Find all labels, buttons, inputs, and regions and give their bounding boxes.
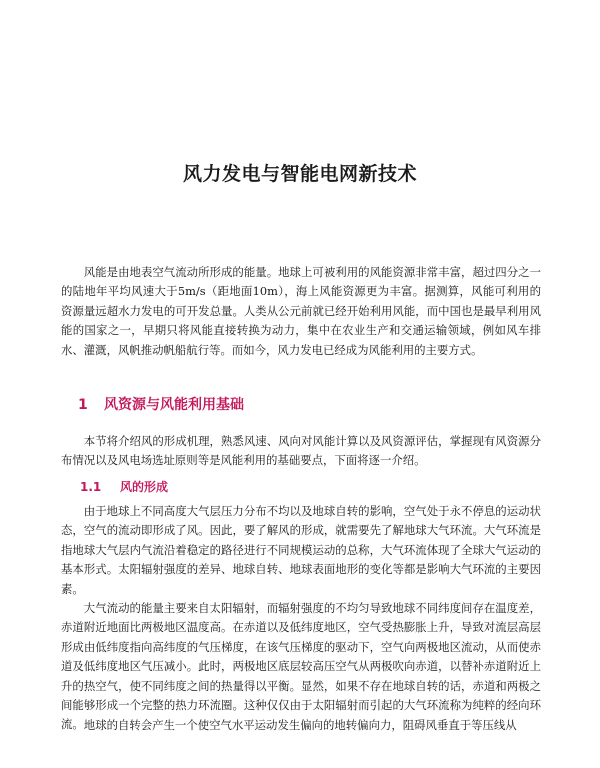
section-1-number: 1 (78, 397, 88, 413)
section-1-intro: 本节将介绍风的形成机理，熟悉风速、风向对风能计算以及风资源评估，掌握现有风资源分布情况以及风电场选址原则等是风能利用的基础要点，下面将逐一介绍。 (61, 434, 541, 468)
body-paragraph: 由于地球上不同高度大气层压力分布不均以及地球自转的影响，空气处于永不停息的运动状态，空气的流动即形成了风。因此，要了解风的形成，就需要先了解地球大气环流。大气环流是指地球大气层内气流沿着稳定的路径进行不同规模运动的总称，大气环流体现了全球大气运动的基本形式。太阳辐射强度的差异、地球自转、地球表面地形的变化等都是影响大气环流的主要因素。 (61, 504, 541, 596)
body-paragraph: 地球的自转会产生一个使空气水平运动发生偏向的地转偏向力，阻碍风垂直于等压线从 (83, 718, 517, 732)
document-title: 风力发电与智能电网新技术 (182, 162, 417, 185)
section-1-1-title: 风的形成 (120, 480, 169, 494)
section-1-title: 风资源与风能利用基础 (104, 397, 244, 413)
section-1-1-number: 1.1 (80, 480, 102, 494)
body-paragraph: 大气流动的能量主要来自太阳辐射，而辐射强度的不均匀导致地球不同纬度间存在温度差，赤道附近地面比两极地区温度高。在赤道以及低纬度地区，空气受热膨胀上升，导致对流层高层形成由低纬度指向高纬度的气压梯度，在该气压梯度的驱动下，空气向两极地区流动，从而使赤道及低纬度地区气压减小。此时，两极地区底层较高压空气从两极吹向赤道，以替补赤道附近上升的热空气，使不同纬度之间的热量得以平衡。显然，如果不存在地球自转的话，赤道和两极之间能够形成一个完整的热力环流圈。这种仅仅由于太阳辐射而引起的大气环流称为纯粹的经向环流。 (61, 601, 541, 732)
intro-paragraph: 风能是由地表空气流动所形成的能量。地球上可被利用的风能资源非常丰富，超过四分之一的陆地年平均风速大于5m/s（距地面10m），海上风能资源更为丰富。据测算，风能可利用的资源量远超水力发电的可开发总量。人类从公元前就已经开始利用风能，而中国也是最早利用风能的国家之一，早期只将风能直接转换为动力，集中在农业生产和交通运输领域，例如风车排水、灌溉，风帆推动帆船航行等。而如今，风力发电已经成为风能利用的主要方式。 (61, 265, 541, 357)
section-1-heading (78, 394, 244, 414)
section-1-1-heading (80, 478, 168, 495)
